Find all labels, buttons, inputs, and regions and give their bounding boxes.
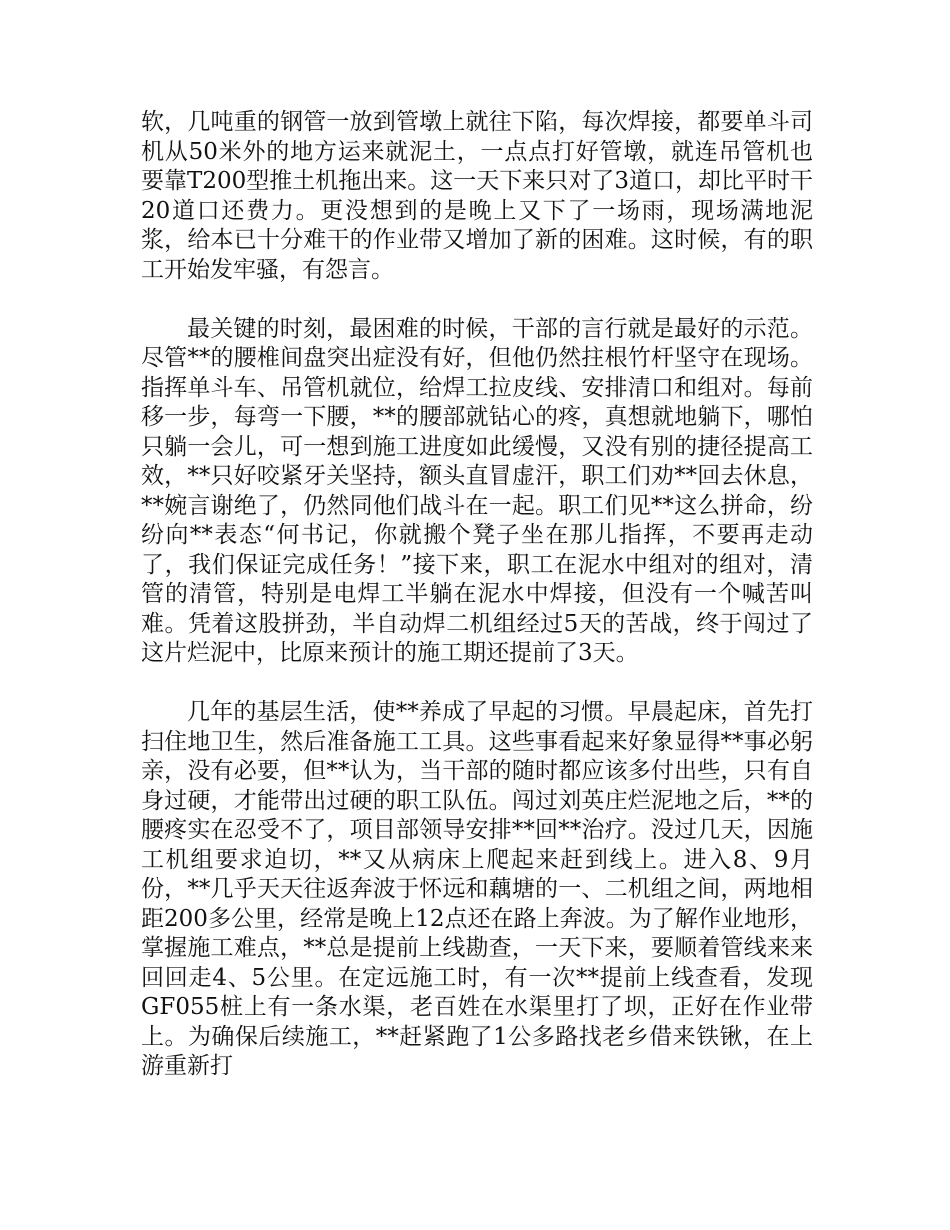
paragraph-1: 软，几吨重的钢管一放到管墩上就往下陷，每次焊接，都要单斗司机从50米外的地方运来就泥土，一点点打好管墩，就连吊管机也要靠T200型推土机拖出来。这一天下来只对了3道口，却比平时干20道口还费力。更没想到的是晚上又下了一场雨，现场满地泥浆，给本已十分难干的作业带又增加了新的困难。这时候，有的职工开始发牢骚，有怨言。: [141, 109, 813, 283]
paragraph-3: 几年的基层生活，使**养成了早起的习惯。早晨起床，首先打扫住地卫生，然后准备施工工具。这些事看起来好象显得**事必躬亲，没有必要，但**认为，当干部的随时都应该多付出些，只有自身过硬，才能带出过硬的职工队伍。闯过刘英庄烂泥地之后，**的腰疼实在忍受不了，项目部领导安排**回**治疗。没过几天，因施工机组要求迫切，**又从病床上爬起来赶到线上。进入8、9月份，**几乎天天往返奔波于怀远和藕塘的一、二机组之间，两地相距200多公里，经常是晚上12点还在路上奔波。为了解作业地形，掌握施工难点，**总是提前上线勘查，一天下来，要顺着管线来来回回走4、5公里。在定远施工时，有一次**提前上线查看，发现GF055桩上有一条水渠，老百姓在水渠里打了坝，正好在作业带上。为确保后续施工，**赶紧跑了1公多路找老乡借来铁锹，在上游重新打: [141, 699, 813, 1079]
paragraph-2: 最关键的时刻，最困难的时候，干部的言行就是最好的示范。尽管**的腰椎间盘突出症没有好，但他仍然拄根竹杆坚守在现场。指挥单斗车、吊管机就位，给焊工拉皮线、安排清口和组对。每前移一步，每弯一下腰，**的腰部就钻心的疼，真想就地躺下，哪怕只躺一会儿，可一想到施工进度如此缓慢，又没有别的捷径提高工效，**只好咬紧牙关坚持，额头直冒虚汗，职工们劝**回去休息，**婉言谢绝了，仍然同他们战斗在一起。职工们见**这么拼命，纷纷向**表态“何书记，你就搬个凳子坐在那儿指挥，不要再走动了，我们保证完成任务！”接下来，职工在泥水中组对的组对，清管的清管，特别是电焊工半躺在泥水中焊接，但没有一个喊苦叫难。凭着这股拼劲，半自动焊二机组经过5天的苦战，终于闯过了这片烂泥中，比原来预计的施工期还提前了3天。: [141, 315, 813, 666]
document-body: [141, 108, 813, 1111]
